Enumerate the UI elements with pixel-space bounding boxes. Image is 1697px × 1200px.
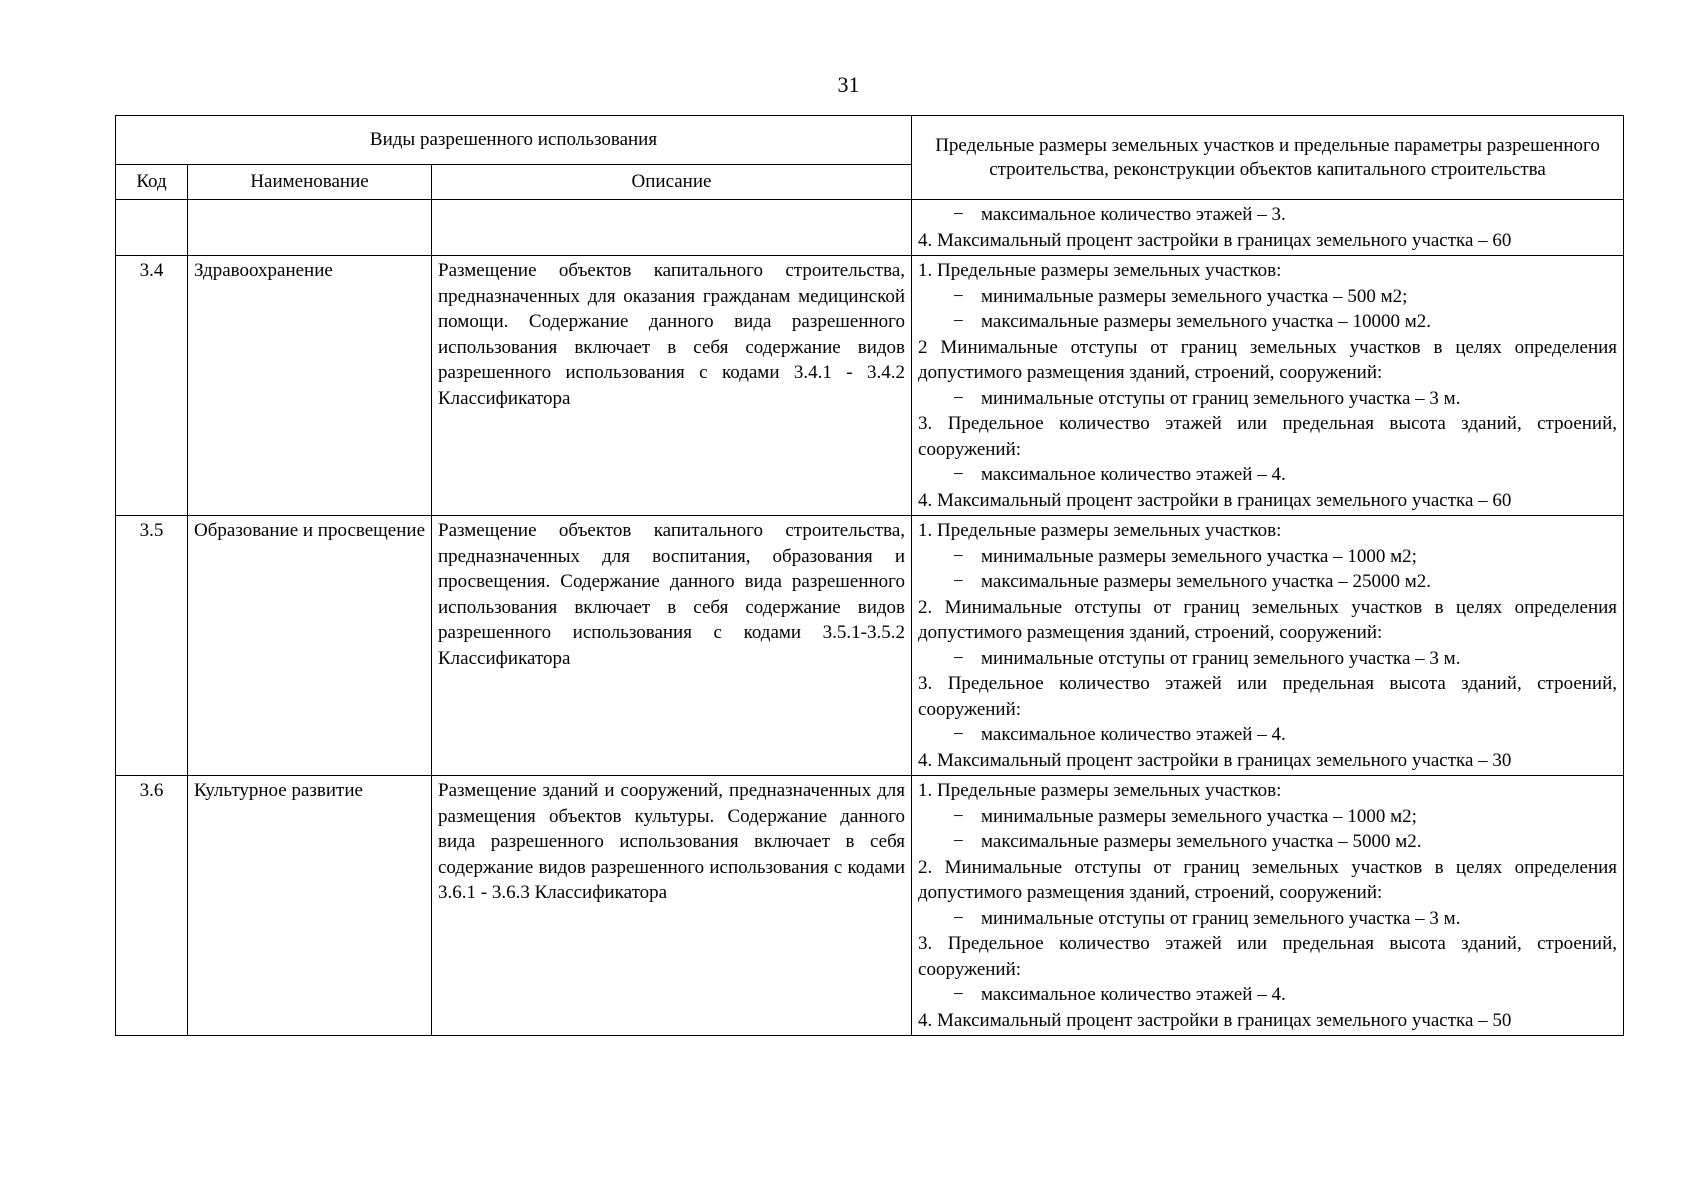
cell-description: Размещение объектов капитального строительства, предназначенных для воспитания, образования и просвещения. Содержание данного вида разрешенного использования включает в себя содержание видов разрешенного использования с кодами 3.5.1-3.5.2 Классификатора	[432, 516, 912, 776]
list-item: − минимальные размеры земельного участка – 1000 м2;	[918, 804, 1617, 830]
cell-description: Размещение зданий и сооружений, предназначенных для размещения объектов культуры. Содержание данного вида разрешенного использования включает в себя содержание видов разрешенного использования с кодами 3.6.1 - 3.6.3 Классификатора	[432, 776, 912, 1036]
list-item: 3. Предельное количество этажей или предельная высота зданий, строений, сооружений:	[918, 413, 1618, 460]
continuation-row	[116, 200, 1624, 256]
list-item: 1. Предельные размеры земельных участков:	[918, 780, 1282, 801]
table-row	[116, 776, 1624, 1036]
header-group: Виды разрешенного использования	[116, 116, 912, 165]
header-limits: Предельные размеры земельных участков и предельные параметры разрешенного строительства, реконструкции объектов капитального строительства	[912, 116, 1624, 200]
list-item: 4. Максимальный процент застройки в границах земельного участка – 60	[918, 489, 1512, 511]
list-item: − максимальные размеры земельного участка – 5000 м2.	[918, 829, 1617, 855]
list-item: 3. Предельное количество этажей или предельная высота зданий, строений, сооружений:	[918, 673, 1618, 720]
list-item: − минимальные отступы от границ земельного участка – 3 м.	[918, 386, 1617, 412]
cell-limits	[912, 516, 1624, 776]
cell-code: 3.4	[116, 256, 188, 516]
header-name: Наименование	[188, 165, 432, 200]
cell-code	[116, 200, 188, 256]
cell-code: 3.5	[116, 516, 188, 776]
header-row-1	[116, 116, 1624, 165]
land-use-table	[115, 115, 1624, 1036]
cell-name: Образование и просвещение	[188, 516, 432, 776]
list-item: − максимальные размеры земельного участка – 10000 м2.	[918, 309, 1617, 335]
cell-code: 3.6	[116, 776, 188, 1036]
cell-name: Культурное развитие	[188, 776, 432, 1036]
cell-limits	[912, 200, 1624, 256]
list-item: − максимальное количество этажей – 4.	[918, 982, 1617, 1008]
cell-name	[188, 200, 432, 256]
cell-description	[432, 200, 912, 256]
page-number: 31	[837, 72, 860, 97]
table-row	[116, 516, 1624, 776]
list-item: 4. Максимальный процент застройки в границах земельного участка – 60	[918, 229, 1512, 251]
list-item: − минимальные размеры земельного участка – 500 м2;	[918, 284, 1617, 310]
cell-name: Здравоохранение	[188, 256, 432, 516]
list-item: − максимальное количество этажей – 4.	[918, 462, 1617, 488]
list-item: 2. Минимальные отступы от границ земельных участков в целях определения допустимого размещения зданий, строений, сооружений:	[918, 856, 1618, 903]
list-item: − максимальные размеры земельного участка – 25000 м2.	[918, 569, 1617, 595]
list-item: 4. Максимальный процент застройки в границах земельного участка – 50	[918, 1009, 1512, 1031]
list-item: − максимальное количество этажей – 4.	[918, 722, 1617, 748]
list-item: 1. Предельные размеры земельных участков:	[918, 520, 1282, 541]
header-code: Код	[116, 165, 188, 200]
list-item: 3. Предельное количество этажей или предельная высота зданий, строений, сооружений:	[918, 933, 1618, 980]
list-item: − минимальные размеры земельного участка – 1000 м2;	[918, 544, 1617, 570]
list-item: 2 Минимальные отступы от границ земельных участков в целях определения допустимого размещения зданий, строений, сооружений:	[918, 336, 1618, 383]
header-description: Описание	[432, 165, 912, 200]
cell-limits	[912, 256, 1624, 516]
cell-description: Размещение объектов капитального строительства, предназначенных для оказания гражданам медицинской помощи. Содержание данного вида разрешенного использования включает в себя содержание видов разрешенного использования с кодами 3.4.1 - 3.4.2 Классификатора	[432, 256, 912, 516]
list-item: − минимальные отступы от границ земельного участка – 3 м.	[918, 646, 1617, 672]
list-item: − максимальное количество этажей – 3.	[918, 202, 1617, 228]
list-item: 2. Минимальные отступы от границ земельных участков в целях определения допустимого размещения зданий, строений, сооружений:	[918, 596, 1618, 643]
cell-limits	[912, 776, 1624, 1036]
list-item: 4. Максимальный процент застройки в границах земельного участка – 30	[918, 749, 1512, 771]
table-row	[116, 256, 1624, 516]
list-item: − минимальные отступы от границ земельного участка – 3 м.	[918, 906, 1617, 932]
list-item: 1. Предельные размеры земельных участков:	[918, 260, 1282, 281]
